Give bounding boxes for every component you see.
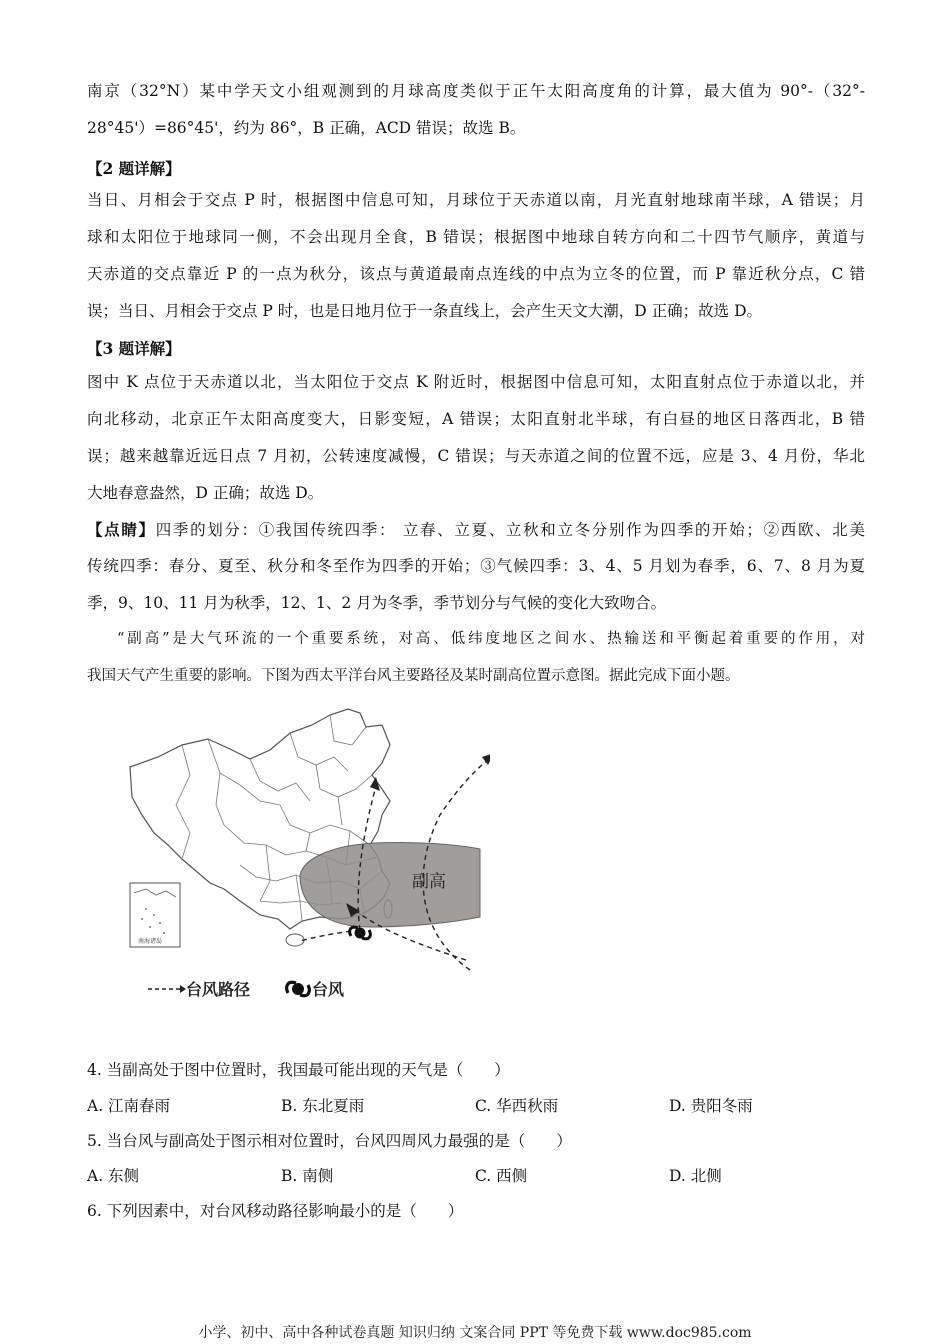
question-6-stem: 6. 下列因素中，对台风移动路径影响最小的是（ ） [87,1202,464,1220]
inset-label: 南海诸岛 [137,938,163,945]
typhoon-symbol [350,927,371,939]
tip-text: 四季的划分：①我国传统四季： 立春、立夏、立秋和立冬分别作为四季的开始；②西欧、北美 [155,521,865,539]
text-line: 误；当日、月相会于交点 P 时，也是日地月位于一条直线上，会产生天文大潮，D 正确；故选 D。 [87,302,762,320]
answer-paragraph-2 [87,182,865,330]
typhoon-subtropical-high-map [120,705,490,1010]
subtropical-high-label: 副高 [412,872,446,892]
tip-paragraph [87,511,865,622]
text-line: 传统四季：春分、夏至、秋分和冬至作为四季的开始；③气候四季：3、4、5 月划为春季，6、7、8 月为夏 [87,557,865,575]
text-line: 当日、月相会于交点 P 时，根据图中信息可知，月球位于天赤道以南，月光直射地球南半球，A 错误；月 [87,191,865,209]
text-line: 球和太阳位于地球同一侧，不会出现月全食，B 错误；根据图中地球自转方向和二十四节气顺序，黄道与 [87,228,865,246]
q4-option-a[interactable]: A. 江南春雨 [87,1097,171,1115]
text-line: 南京（32°N）某中学天文小组观测到的月球高度类似于正午太阳高度角的计算，最大值为 90°-（32°- [87,82,865,100]
text-line: 天赤道的交点靠近 P 的一点为秋分，该点与黄道最南点连线的中点为立冬的位置，而 P 靠近秋分点，C 错 [87,265,865,283]
text-line: 季，9、10、11 月为秋季，12、1、2 月为冬季，季节划分与气候的变化大致吻合。 [87,594,667,612]
text-line: 图中 K 点位于天赤道以北，当太阳位于交点 K 附近时，根据图中信息可知，太阳直射点位于赤道以北，并 [87,373,865,391]
subtropical-high-area [300,842,480,927]
heading-q2-detail: 【2 题详解】 [87,159,181,178]
answer-paragraph-1 [87,73,865,147]
q5-option-d[interactable]: D. 北侧 [669,1167,722,1185]
legend-typhoon-icon [287,982,310,995]
q5-option-a[interactable]: A. 东侧 [87,1167,140,1185]
page-footer: 小学、初中、高中各种试卷真题 知识归纳 文案合同 PPT 等免费下载 www.doc985.com [198,1325,752,1341]
q5-option-c[interactable]: C. 西侧 [475,1167,528,1185]
hainan-island [286,934,304,946]
text-line: “副高”是大气环流的一个重要系统，对高、低纬度地区之间水、热输送和平衡起着重要的作用，对 [117,631,865,647]
text-line: 28°45'）=86°45'，约为 86°，B 正确，ACD 错误；故选 B。 [87,119,526,137]
question-intro [87,621,865,695]
text-line: 我国天气产生重要的影响。下图为西太平洋台风主要路径及某时副高位置示意图。据此完成下面小题。 [87,668,740,684]
map-legend [148,980,345,999]
tip-label: 【点睛】 [87,520,156,539]
text-line: 向北移动，北京正午太阳高度变大，日影变短，A 错误；太阳直射北半球，有白昼的地区日落西北，B 错 [87,410,865,428]
q4-option-c[interactable]: C. 华西秋雨 [475,1097,559,1115]
text-line: 大地春意盎然，D 正确；故选 D。 [87,484,324,502]
legend-typhoon-label: 台风 [312,980,345,999]
answer-paragraph-3 [87,364,865,512]
q5-option-b[interactable]: B. 南侧 [281,1167,334,1185]
text-line [87,511,865,548]
question-5-stem: 5. 当台风与副高处于图示相对位置时，台风四周风力最强的是（ ） [87,1132,572,1150]
heading-q3-detail: 【3 题详解】 [87,339,181,358]
question-4-stem: 4. 当副高处于图中位置时，我国最可能出现的天气是（ ） [87,1061,510,1079]
q4-option-b[interactable]: B. 东北夏雨 [281,1097,365,1115]
text-line: 误；越来越靠近远日点 7 月初，公转速度减慢，C 错误；与天赤道之间的位置不远，应是 3、4 月份，华北 [87,447,865,465]
q4-option-d[interactable]: D. 贵阳冬雨 [669,1097,753,1115]
map-svg [120,705,490,1010]
legend-path-label: 台风路径 [186,980,251,999]
